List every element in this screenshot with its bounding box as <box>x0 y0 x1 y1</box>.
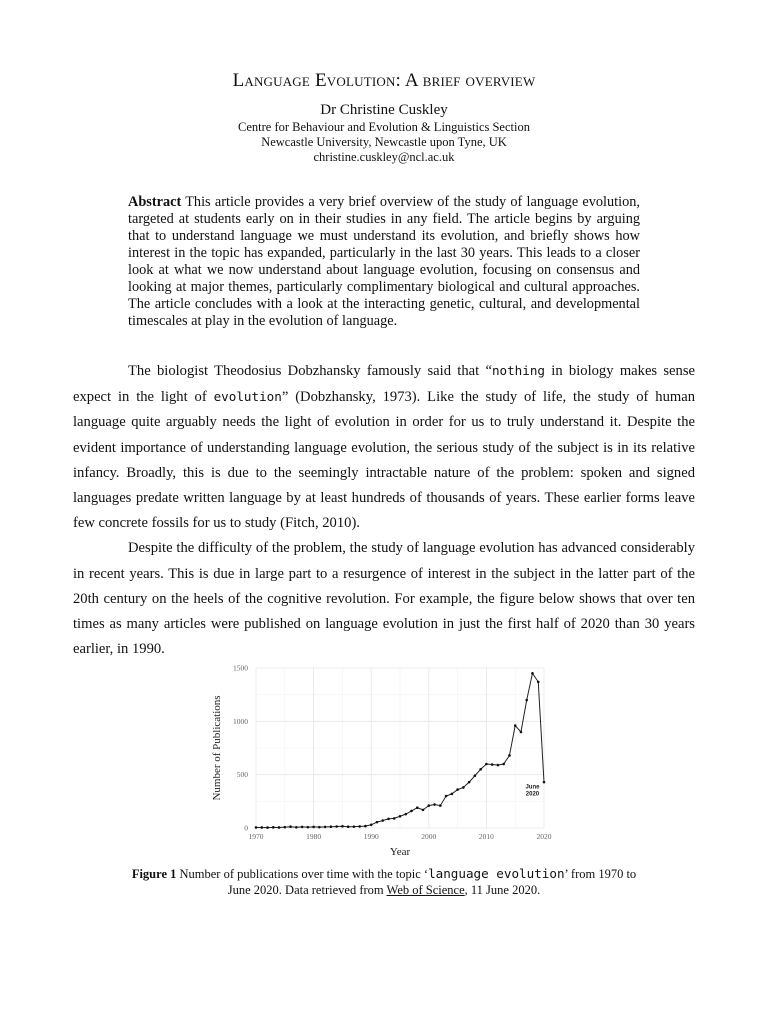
data-point <box>301 826 304 829</box>
y-tick-label: 0 <box>244 823 248 833</box>
paragraph-1-part: ” (Dobzhansky, 1973). Like the study of life, the study of human language quite arguably needs the light of evolution in order for us to truly understand it. Despite the evident importance of understanding language evolution, the serious study of the subject is in its relative infancy. Broadly, this is due to the seemingly intractable nature of the problem: spoken and signed languages predate written language by at least hundreds of thousands of years. These earlier forms leave few concrete fossils for us to study (Fitch, 2010). <box>73 389 695 532</box>
data-point <box>422 809 425 812</box>
y-tick-label: 500 <box>236 770 248 780</box>
data-point <box>531 672 534 675</box>
paper-title: Language Evolution: A brief overview <box>232 70 536 91</box>
caption-part: ’ from 1970 to June 2020. Data retrieved from <box>227 867 637 897</box>
data-point <box>335 825 338 828</box>
figure-label: Figure 1 <box>131 867 177 881</box>
x-tick-label: 1970 <box>248 832 264 841</box>
chart-grid <box>256 668 544 828</box>
data-point <box>341 825 344 828</box>
data-point <box>260 826 263 829</box>
body-text <box>73 358 695 662</box>
data-point <box>295 826 298 829</box>
paragraph-2: Despite the difficulty of the problem, the study of language evolution has advanced considerably in recent years. This is due in large part to a resurgence of interest in the subject in the latter part of the 20th century on the heels of the cognitive revolution. For example, the figure below shows that over ten times as many articles were published on language evolution in just the first half of 2020 than 30 years earlier, in 1990. <box>73 540 695 658</box>
data-point <box>324 826 327 829</box>
x-tick-label: 2000 <box>421 832 437 841</box>
data-point <box>410 810 413 813</box>
data-point <box>255 826 258 829</box>
data-point <box>307 826 310 829</box>
data-point <box>497 764 500 767</box>
data-point <box>456 788 459 791</box>
author-name: Dr Christine Cuskley <box>320 102 448 118</box>
data-point <box>491 763 494 766</box>
data-point <box>347 825 350 828</box>
x-axis-label: Year <box>389 846 411 858</box>
data-point <box>370 824 373 827</box>
data-point <box>318 826 321 829</box>
annotation-2020: 2020 <box>525 791 540 798</box>
data-point <box>462 786 465 789</box>
affiliation-line-2: Newcastle University, Newcastle upon Tyne, UK <box>261 135 507 149</box>
abstract-label: Abstract <box>128 194 182 210</box>
data-point <box>416 806 419 809</box>
data-point <box>514 724 517 727</box>
data-point <box>520 731 523 734</box>
data-point <box>433 803 436 806</box>
data-point <box>272 826 275 829</box>
data-point <box>284 826 287 829</box>
figure-caption <box>120 866 648 898</box>
publications-line-chart <box>206 660 554 860</box>
data-point <box>278 826 281 829</box>
data-point <box>404 813 407 816</box>
data-point <box>439 804 442 807</box>
web-of-science-link[interactable]: Web of Science <box>386 883 465 897</box>
data-point <box>381 819 384 822</box>
data-point <box>525 699 528 702</box>
y-tick-label: 1500 <box>233 663 248 673</box>
data-point <box>428 804 431 807</box>
caption-part: , 11 June 2020. <box>464 883 541 897</box>
data-point <box>468 781 471 784</box>
x-tick-label: 2010 <box>478 832 494 841</box>
data-point <box>387 818 390 821</box>
data-point <box>353 825 356 828</box>
paragraph-1-part: The biologist Theodosius Dobzhansky famously said that “ <box>128 363 492 379</box>
data-point <box>289 825 292 828</box>
data-point <box>358 825 361 828</box>
chart-ticks <box>233 664 552 842</box>
code-term-evolution: evolution <box>213 389 282 405</box>
affiliation-line-1: Centre for Behaviour and Evolution & Linguistics Section <box>238 120 530 134</box>
data-point <box>451 793 454 796</box>
data-point <box>502 763 505 766</box>
data-point <box>537 681 540 684</box>
paragraph-1 <box>73 358 695 536</box>
paragraph-1-part: in biology makes sense expect in the light of <box>73 363 695 406</box>
y-tick-label: 1000 <box>233 716 248 726</box>
data-point <box>376 821 379 824</box>
x-tick-label: 1980 <box>306 832 322 841</box>
data-point <box>445 795 448 798</box>
y-axis-label: Number of Publications <box>211 695 223 801</box>
author-email[interactable]: christine.cuskley@ncl.ac.uk <box>313 150 455 164</box>
data-point <box>330 825 333 828</box>
data-point <box>364 825 367 828</box>
data-point <box>312 826 315 829</box>
data-point <box>399 815 402 818</box>
caption-part: Number of publications over time with the topic ‘ <box>176 867 429 881</box>
x-tick-label: 2020 <box>536 832 552 841</box>
abstract <box>128 194 640 330</box>
data-point <box>474 774 477 777</box>
code-term-nothing: nothing <box>491 363 546 378</box>
abstract-text: This article provides a very brief overview of the study of language evolution, targeted at students early on in their studies in any field. The article begins by arguing that to understand language we must understand its evolution, and briefly shows how interest in the topic has expanded, particularly in the last 30 years. This leads to a closer look at what we now understand about language evolution, focusing on consensus and looking at major themes, particularly complimentary biological and cultural approaches. The article concludes with a look at the interacting genetic, cultural, and developmental timescales at play in the evolution of language. <box>128 194 640 329</box>
data-point <box>508 754 511 757</box>
annotation-june: June <box>525 784 540 791</box>
data-point <box>543 781 546 784</box>
data-point <box>393 817 396 820</box>
data-point <box>479 768 482 771</box>
code-term-language-evolution: language evolution <box>428 866 565 881</box>
data-point <box>266 826 269 829</box>
x-tick-label: 1990 <box>363 832 379 841</box>
data-point <box>485 763 488 766</box>
